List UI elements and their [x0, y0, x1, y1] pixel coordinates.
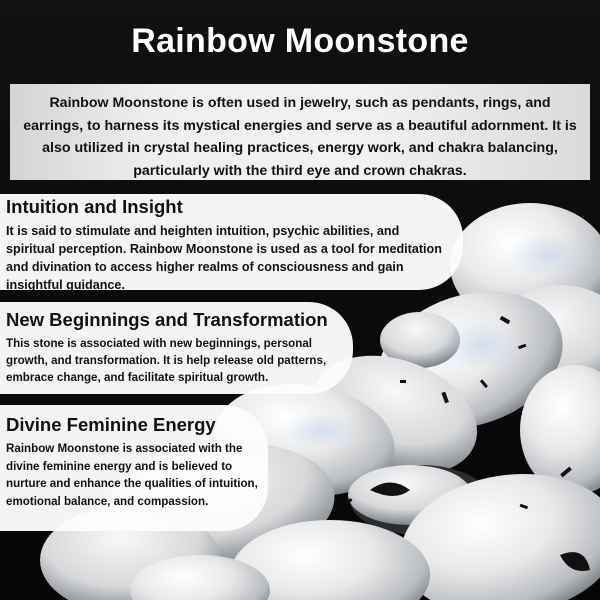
section-heading: New Beginnings and Transformation: [6, 309, 328, 330]
section-card-divine-feminine: [0, 405, 268, 531]
page-title: Rainbow Moonstone: [131, 22, 469, 60]
section-heading: Intuition and Insight: [6, 196, 183, 217]
section-body: It is said to stimulate and heighten intuition, psychic abilities, and spiritual perception. Rainbow Moonstone is used as a tool for meditation and divination to access higher realms of consciousness and gain insightful guidance.: [6, 224, 442, 292]
intro-banner: [10, 84, 590, 180]
section-body: This stone is associated with new beginnings, personal growth, and transformation. It is help release old patterns, embrace change, and facilitate spiritual growth.: [6, 337, 327, 384]
section-heading: Divine Feminine Energy: [6, 414, 216, 435]
section-card-new-beginnings: [0, 302, 353, 394]
intro-text: Rainbow Moonstone is often used in jewelry, such as pendants, rings, and earrings, to harness its mystical energies and serve as a beautiful adornment. It is also utilized in crystal healing practices, energy work, and chakra balancing, particularly with the third eye and crown chakras.: [23, 95, 577, 179]
section-body: Rainbow Moonstone is associated with the divine feminine energy and is believed to nurture and enhance the qualities of intuition, emotional balance, and compassion.: [6, 442, 258, 508]
section-card-intuition: [0, 194, 463, 290]
